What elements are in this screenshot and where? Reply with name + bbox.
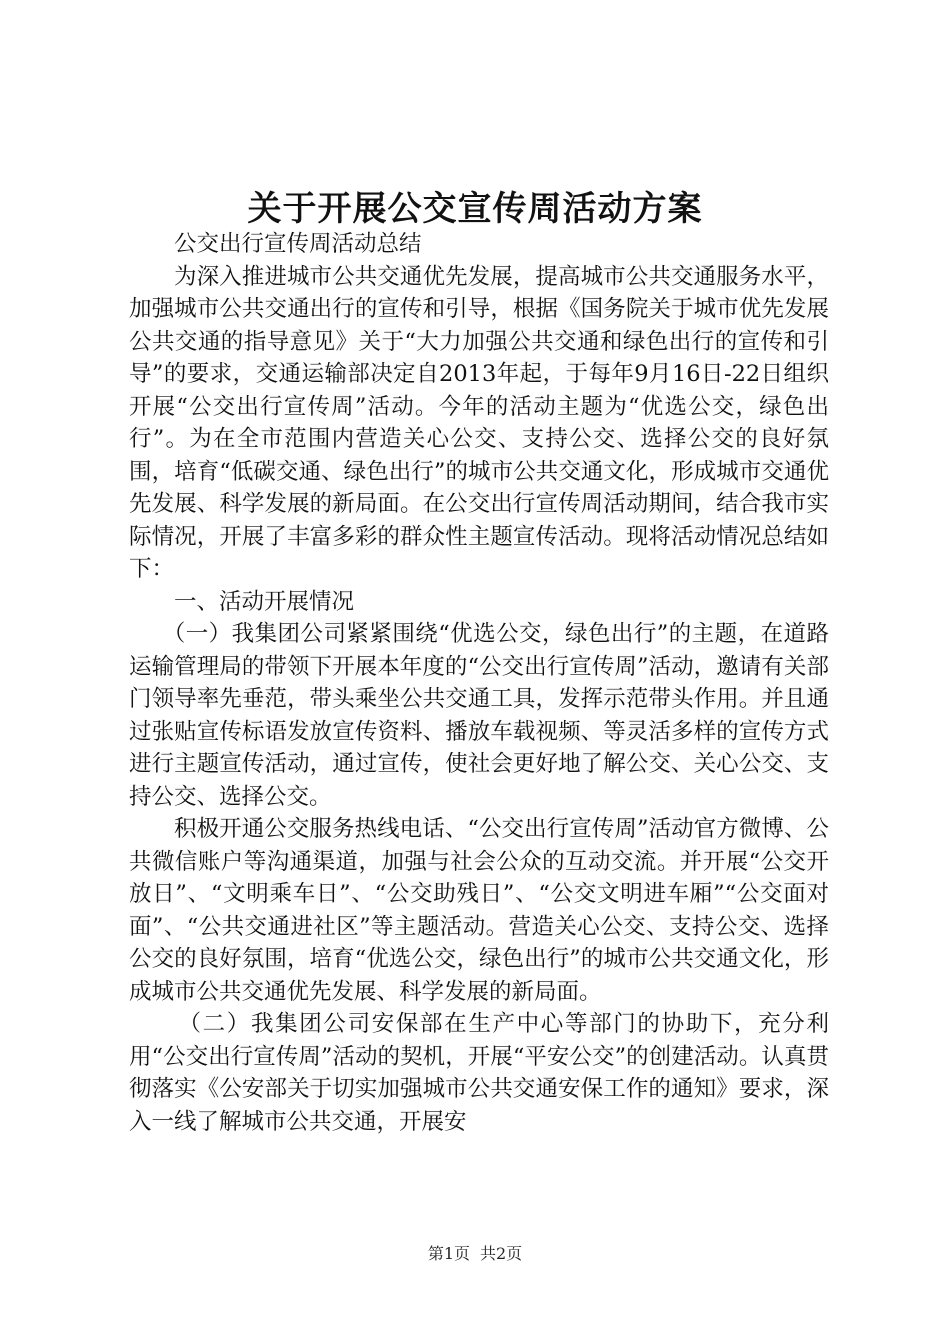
section-subtitle: 公交出行宣传周活动总结 — [174, 231, 422, 257]
document-title: 关于开展公交宣传周活动方案 — [247, 189, 703, 229]
intro-paragraph: 为深入推进城市公共交通优先发展，提高城市公共交通服务水平，加强城市公共交通出行的宣传和引导，根据《国务院关于城市优先发展公共交通的指导意见》关于“大力加强公共交通和绿色出行的宣传和引导”的要求，交通运输部决定自2013年起，于每年9月16日-22日组织开展“公交出行宣传周”活动。今年的活动主题为“优选公交，绿色出行”。为在全市范围内营造关心公交、支持公交、选择公交的良好氛围，培育“低碳交通、绿色出行”的城市公共交通文化，形成城市交通优先发展、科学发展的新局面。在公交出行宣传周活动期间，结合我市实际情况，开展了丰富多彩的群众性主题宣传活动。现将活动情况总结如下： — [129, 263, 829, 582]
page-footer — [0, 1242, 950, 1266]
page-number: 第1页 — [427, 1244, 470, 1263]
item-one-paragraph: （一）我集团公司紧紧围绕“优选公交，绿色出行”的主题，在道路运输管理局的带领下开展本年度的“公交出行宣传周”活动，邀请有关部门领导率先垂范，带头乘坐公共交通工具，发挥示范带头作用。并且通过张贴宣传标语发放宣传资料、播放车载视频、等灵活多样的宣传方式进行主题宣传活动，通过宣传，使社会更好地了解公交、关心公交、支持公交、选择公交。 — [129, 621, 829, 810]
page-total: 共2页 — [480, 1244, 523, 1263]
hotline-paragraph: 积极开通公交服务热线电话、“公交出行宣传周”活动官方微博、公共微信账户等沟通渠道，加强与社会公众的互动交流。并开展“公交开放日”、“文明乘车日”、“公交助残日”、“公交文明进车厢”“公交面对面”、“公共交通进社区”等主题活动。营造关心公交、支持公交、选择公交的良好氛围，培育“优选公交，绿色出行”的城市公共交通文化，形成城市公共交通优先发展、科学发展的新局面。 — [129, 816, 829, 1005]
document-body — [129, 228, 829, 1138]
item-two-paragraph: （二）我集团公司安保部在生产中心等部门的协助下，充分利用“公交出行宣传周”活动的契机，开展“平安公交”的创建活动。认真贯彻落实《公安部关于切实加强城市公共交通安保工作的通知》要求，深入一线了解城市公共交通，开展安 — [129, 1011, 829, 1135]
section-heading: 一、活动开展情况 — [174, 588, 355, 615]
